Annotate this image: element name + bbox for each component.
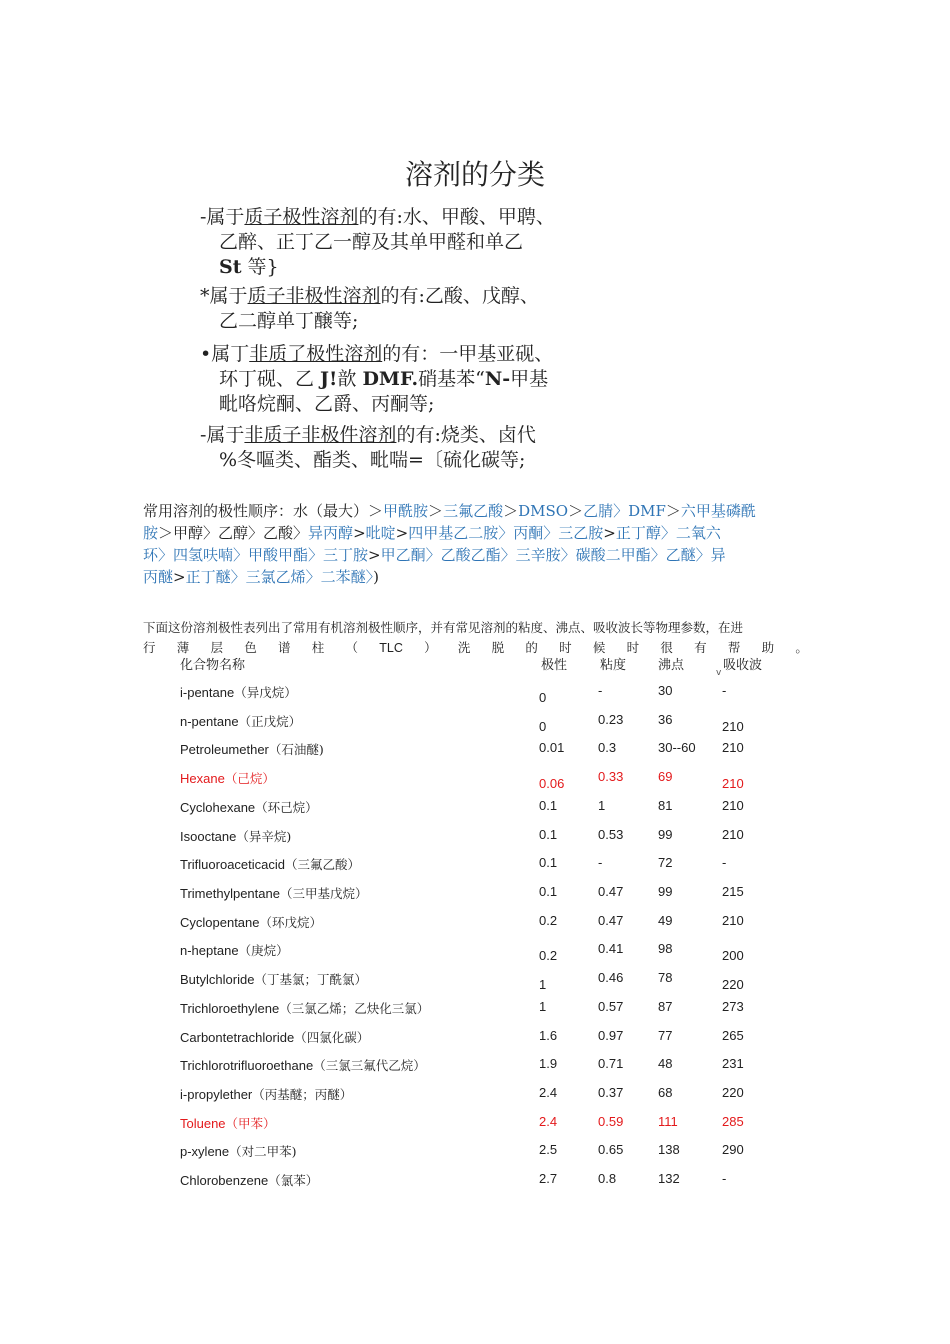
intro-char: 时 (559, 640, 572, 655)
intro-char: 洗 (457, 640, 471, 655)
solvent-chinese-name: （三甲基戊烷） (279, 886, 368, 901)
absorption-value: 210 (722, 827, 744, 842)
table-row (0, 855, 950, 883)
intro-char: 色 (244, 640, 257, 655)
intro-char: 的 (525, 640, 538, 655)
intro-char: 很 (660, 640, 673, 655)
solvent-chinese-name: （己烷） (224, 771, 275, 786)
solvent-english-name: Trichloroethylene (180, 1001, 280, 1016)
solvent-english-name: Isooctane (180, 829, 237, 844)
solvent-chinese-name: （异戊烷） (234, 685, 297, 700)
absorption-value: 210 (722, 776, 744, 791)
intro-char: 层 (210, 640, 224, 655)
solvent-english-name: Trimethylpentane (180, 886, 280, 901)
absorption-value: 200 (722, 948, 744, 963)
boiling-point-value: 69 (658, 769, 673, 784)
protic-polar-paragraph: -属于质子极性溶剂的有:水、甲酸、甲聘、 乙醉、正丁乙一醇及其单甲醛和单乙 St 等} (200, 206, 555, 278)
aprotic-nonpolar-paragraph: -属于非质子非极件溶剂的有:烧类、卤代 %冬嘔类、酯类、毗喘=〔硫化碳等; (200, 424, 536, 471)
table-row (0, 1171, 950, 1199)
protic-polar-term: 质子极性溶剂 (244, 206, 359, 228)
viscosity-value: 0.37 (598, 1085, 624, 1100)
header-name: 化合物名称 (180, 658, 246, 673)
intro-line-1: 下面这份溶剂极性表列出了常用有机溶剂极性顺序，并有常见溶剂的粘度、沸点、吸收波长等物理参数，在进 (143, 620, 744, 635)
protic-nonpolar-paragraph: *属于质子非极性溶剂的有:乙酸、戊醇、 乙二醇单丁醸等; (200, 285, 539, 332)
boiling-point-value: 30--60 (658, 740, 696, 755)
polarity-value: 0.2 (539, 913, 558, 928)
boiling-point-value: 36 (658, 712, 673, 727)
polarity-value: 0.01 (539, 740, 565, 755)
solvent-english-name: Cyclohexane (180, 800, 256, 815)
table-row (0, 798, 950, 826)
absorption-value: 290 (722, 1142, 744, 1157)
viscosity-value: 0.71 (598, 1056, 624, 1071)
header-absorption: 吸收波 (723, 658, 763, 673)
solvent-english-name: n-pentane (180, 714, 239, 729)
polarity-value: 2.4 (539, 1085, 558, 1100)
solvent-name (180, 1114, 276, 1132)
boiling-point-value: 78 (658, 970, 673, 985)
boiling-point-value: 111 (658, 1114, 678, 1129)
solvent-chinese-name: （丁基氯；丁酰氯） (254, 972, 367, 987)
absorption-value: - (722, 683, 727, 698)
table-intro (143, 618, 808, 658)
boiling-point-value: 138 (658, 1142, 680, 1157)
solvent-name (180, 884, 367, 902)
table-row (0, 1142, 950, 1170)
absorption-value: 265 (722, 1028, 744, 1043)
viscosity-value: 0.57 (598, 999, 624, 1014)
polarity-value: 2.7 (539, 1171, 558, 1186)
solvent-chinese-name: （氯苯） (268, 1173, 319, 1188)
polarity-value: 2.4 (539, 1114, 558, 1129)
intro-char: 候 (592, 640, 606, 655)
aprotic-nonpolar-term: 非质子非极件溶剂 (244, 424, 397, 446)
polarity-value: 0.06 (539, 776, 565, 791)
solvent-english-name: i-pentane (180, 685, 235, 700)
page-title: 溶剂的分类 (404, 158, 545, 191)
solvent-name (180, 1171, 318, 1189)
solvent-chinese-name: （环己烷） (255, 800, 318, 815)
solvent-chinese-name: （石油醚) (268, 742, 324, 757)
solvent-english-name: Chlorobenzene (180, 1173, 269, 1188)
solvent-name (180, 769, 275, 787)
solvent-english-name: p-xylene (180, 1144, 230, 1159)
viscosity-value: 0.33 (598, 769, 624, 784)
boiling-point-value: 99 (658, 827, 673, 842)
polarity-value: 0.2 (539, 948, 558, 963)
protic-nonpolar-term: 质子非极性溶剂 (247, 285, 381, 307)
header-boiling-point: 沸点 (658, 658, 685, 673)
viscosity-value: 0.65 (598, 1142, 624, 1157)
table-row (0, 683, 950, 711)
solvent-english-name: Carbontetrachloride (180, 1030, 295, 1045)
table-row (0, 970, 950, 998)
table-row (0, 740, 950, 768)
solvent-name (180, 1085, 352, 1103)
viscosity-value: 0.47 (598, 913, 624, 928)
solvent-chinese-name: （甲苯） (225, 1116, 276, 1131)
solvent-chinese-name: （三氯乙烯；乙炔化三氯） (279, 1001, 430, 1016)
table-row (0, 941, 950, 969)
viscosity-value: 1 (598, 798, 606, 813)
solvent-chinese-name: （三氯三氟代乙烷） (313, 1058, 426, 1073)
absorption-value: 285 (722, 1114, 744, 1129)
boiling-point-value: 30 (658, 683, 673, 698)
polarity-value: 0.1 (539, 884, 558, 899)
solvent-name (180, 683, 297, 701)
solvent-english-name: Trichlorotrifluoroethane (180, 1058, 314, 1073)
polarity-value: 2.5 (539, 1142, 558, 1157)
intro-char: 脱 (491, 640, 505, 655)
absorption-value: - (722, 855, 727, 870)
absorption-value: 210 (722, 913, 744, 928)
polarity-order-paragraph: 常用溶剂的极性顺序：水（最大）＞甲酰胺＞三氟乙酸＞DMSO＞乙腈〉DMF＞六甲基磷酰 胺＞甲醇〉乙醇〉乙酸〉异丙醇>吡啶>四甲基乙二胺〉丙酮〉三乙胺>正丁醇〉二氧六 环〉四氢呋喃〉甲酸甲酯〉三丁胺>甲乙酮〉乙酸乙酯〉三辛胺〉碳酸二甲酯〉乙醚〉异 丙醚>正丁醚〉三氯乙烯〉二苯醚〉) (143, 502, 756, 586)
viscosity-value: 0.23 (598, 712, 624, 727)
polarity-value: 1 (539, 977, 547, 992)
viscosity-value: 0.53 (598, 827, 624, 842)
solvent-name (180, 941, 289, 959)
solvent-english-name: Cyclopentane (180, 915, 260, 930)
absorption-value: 220 (722, 977, 744, 992)
polarity-value: 0.1 (539, 855, 558, 870)
boiling-point-value: 49 (658, 913, 673, 928)
table-row (0, 913, 950, 941)
table-row (0, 884, 950, 912)
intro-char: 谱 (278, 640, 291, 655)
solvent-english-name: i-propylether (180, 1087, 253, 1102)
viscosity-value: 0.46 (598, 970, 624, 985)
table-row (0, 769, 950, 797)
table-row (0, 1028, 950, 1056)
solvent-name (180, 1028, 369, 1046)
boiling-point-value: 98 (658, 941, 673, 956)
intro-char: 柱 (311, 640, 325, 655)
solvent-chinese-name: （异辛烷) (236, 829, 292, 844)
aprotic-polar-term: 非质了极性溶剂 (249, 343, 383, 365)
table-row (0, 999, 950, 1027)
solvent-chinese-name: （四氯化碳） (294, 1030, 370, 1045)
intro-char: 行 (143, 640, 156, 655)
viscosity-value: 0.47 (598, 884, 624, 899)
intro-char: （ (345, 640, 359, 655)
polarity-value: 1 (539, 999, 547, 1014)
boiling-point-value: 132 (658, 1171, 680, 1186)
aprotic-polar-paragraph: •属丁非质了极性溶剂的有：一甲基亚砚、 环丁砚、乙 J!歆 DMF.硝基苯“N-甲基 毗咯烷酮、乙爵、丙酮等; (200, 343, 554, 415)
intro-char: 帮 (727, 640, 741, 655)
viscosity-value: 0.3 (598, 740, 617, 755)
intro-char: 有 (694, 640, 707, 655)
polarity-value: 0.1 (539, 798, 558, 813)
absorption-value: - (722, 1171, 727, 1186)
absorption-value: 210 (722, 798, 744, 813)
solvent-name (180, 970, 367, 988)
solvent-name (180, 855, 360, 873)
viscosity-value: 0.41 (598, 941, 624, 956)
absorption-value: 210 (722, 719, 744, 734)
viscosity-value: - (598, 855, 603, 870)
solvent-name (180, 740, 324, 758)
header-mark: v (716, 668, 722, 678)
boiling-point-value: 99 (658, 884, 673, 899)
table-row (0, 712, 950, 740)
solvent-chinese-name: （三氟乙酸） (285, 857, 361, 872)
polarity-value: 1.6 (539, 1028, 558, 1043)
polarity-value: 0.1 (539, 827, 558, 842)
boiling-point-value: 81 (658, 798, 673, 813)
boiling-point-value: 72 (658, 855, 673, 870)
absorption-value: 210 (722, 740, 744, 755)
intro-char: TLC (379, 641, 403, 655)
table-row (0, 827, 950, 855)
solvent-name (180, 1142, 297, 1160)
polarity-value: 1.9 (539, 1056, 558, 1071)
solvent-english-name: Petroleumether (180, 742, 269, 757)
viscosity-value: 0.59 (598, 1114, 624, 1129)
table-row (0, 1085, 950, 1113)
solvent-chinese-name: （对二甲苯) (229, 1144, 297, 1159)
absorption-value: 215 (722, 884, 744, 899)
intro-char: 薄 (176, 640, 190, 655)
polarity-value: 0 (539, 719, 547, 734)
intro-char: 。 (795, 640, 808, 655)
solvent-name (180, 798, 318, 816)
solvent-english-name: Butylchloride (180, 972, 255, 987)
absorption-value: 273 (722, 999, 744, 1014)
header-viscosity: 粘度 (600, 658, 627, 673)
solvent-english-name: n-heptane (180, 943, 239, 958)
boiling-point-value: 48 (658, 1056, 673, 1071)
header-polarity: 极性 (541, 658, 568, 673)
boiling-point-value: 87 (658, 999, 673, 1014)
solvent-english-name: Toluene (180, 1116, 226, 1131)
absorption-value: 220 (722, 1085, 744, 1100)
viscosity-value: 0.8 (598, 1171, 617, 1186)
solvent-name (180, 913, 322, 931)
solvent-chinese-name: （庚烷） (238, 943, 289, 958)
polarity-value: 0 (539, 690, 547, 705)
solvent-english-name: Trifluoroaceticacid (180, 857, 286, 872)
solvent-chinese-name: （丙基醚；丙醚） (252, 1087, 353, 1102)
solvent-name (180, 999, 429, 1017)
solvent-english-name: Hexane (180, 771, 225, 786)
boiling-point-value: 77 (658, 1028, 673, 1043)
solvent-name (180, 827, 291, 845)
absorption-value: 231 (722, 1056, 744, 1071)
solvent-chinese-name: （正戊烷） (238, 714, 302, 729)
solvent-chinese-name: （环戊烷） (259, 915, 323, 930)
table-row (0, 1114, 950, 1142)
intro-char: 助 (761, 640, 775, 655)
solvent-name (180, 712, 301, 730)
intro-char: 时 (626, 640, 640, 655)
viscosity-value: 0.97 (598, 1028, 624, 1043)
boiling-point-value: 68 (658, 1085, 673, 1100)
solvent-name (180, 1056, 426, 1074)
table-row (0, 1056, 950, 1084)
intro-char: ） (424, 640, 437, 655)
viscosity-value: - (598, 683, 603, 698)
